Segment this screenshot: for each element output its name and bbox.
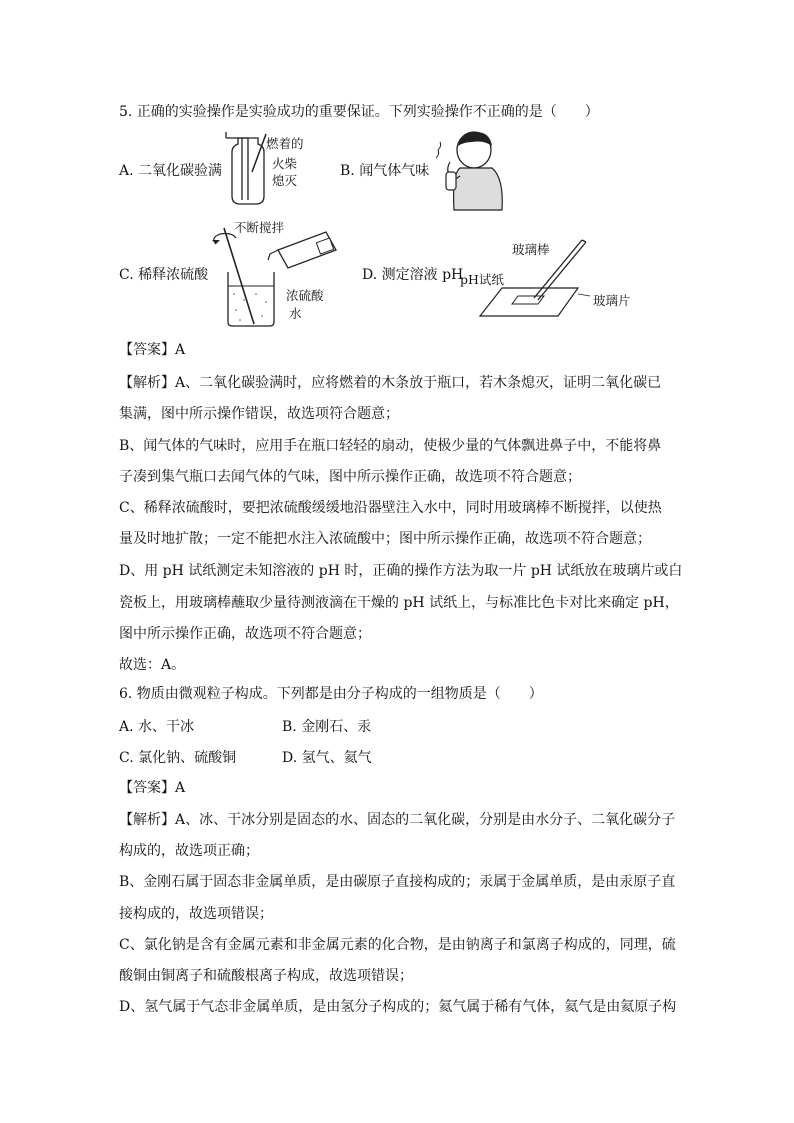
q6-stem: 6. 物质由微观粒子构成。下列都是由分子构成的一组物质是（ ） [119, 686, 543, 702]
q5-a-label-match: 火柴 [272, 156, 298, 171]
q6-option-c: C. 氯化钠、硫酸铜 [119, 750, 237, 766]
q5-analysis-line-2: 集满，图中所示操作错误，故选项符合题意； [119, 406, 399, 422]
q6-option-d: D. 氢气、氦气 [282, 750, 372, 766]
q5-analysis-line-4: 子凑到集气瓶口去闻气体的气味，图中所示操作正确，故选项不符合题意； [119, 469, 581, 485]
q6-option-b: B. 金刚石、汞 [282, 719, 372, 735]
q5-stem: 5. 正确的实验操作是实验成功的重要保证。下列实验操作不正确的是（ ） [119, 104, 599, 120]
q5-analysis-line-9: 图中所示操作正确，故选项不符合题意； [119, 626, 371, 642]
q5-option-c: C. 稀释浓硫酸 [119, 267, 209, 283]
q5-analysis-line-10: 故选：A。 [119, 657, 186, 673]
q6-analysis-line-6: 酸铜由铜离子和硫酸根离子构成，故选项错误； [119, 968, 413, 984]
q5-d-label-paper: pH试纸 [460, 272, 504, 287]
q5-d-label-glass: 玻璃片 [593, 293, 631, 308]
q5-analysis-line-6: 量及时地扩散；一定不能把水注入浓硫酸中；图中所示操作正确，故选项不符合题意； [119, 531, 651, 547]
q6-answer: 【答案】A [119, 780, 186, 796]
dilution-figure [206, 220, 356, 332]
q6-analysis-line-3: B、金刚石属于固态非金属单质，是由碳原子直接构成的；汞属于金属单质，是由汞原子直 [119, 874, 676, 890]
q5-analysis-line-5: C、稀释浓硫酸时，要把浓硫酸缓缓地沿器壁注入水中，同时用玻璃棒不断搅拌，以使热 [119, 500, 662, 516]
q5-analysis-line-7: D、用 pH 试纸测定未知溶液的 pH 时，正确的操作方法为取一片 pH 试纸放在玻璃片或白 [119, 563, 683, 579]
q5-a-label-burning: 燃着的 [266, 136, 304, 151]
q5-option-a: A. 二氧化碳验满 [119, 163, 223, 179]
q5-option-d: D. 测定溶液 pH [362, 267, 464, 283]
q5-c-label-stir: 不断搅拌 [234, 220, 285, 235]
q5-analysis-line-8: 瓷板上，用玻璃棒蘸取少量待测液滴在干燥的 pH 试纸上，与标准比色卡对比来确定 pH， [119, 595, 679, 611]
q5-analysis-line-3: B、闻气体的气味时，应用手在瓶口轻轻的扇动，使极少量的气体飘进鼻子中，不能将鼻 [119, 438, 662, 454]
q5-option-b: B. 闻气体气味 [340, 163, 430, 179]
ph-test-figure [478, 236, 598, 320]
q5-analysis-line-1: 【解析】A、二氧化碳验满时，应将燃着的木条放于瓶口，若木条熄灭，证明二氧化碳已 [119, 375, 662, 391]
q5-a-label-extinguish: 熄灭 [272, 173, 298, 188]
q5-d-label-rod: 玻璃棒 [512, 242, 550, 257]
q5-c-label-water: 水 [289, 306, 302, 321]
q5-answer: 【答案】A [119, 342, 186, 358]
q6-analysis-line-4: 接构成的，故选项错误； [119, 906, 273, 922]
gas-bottle-figure [222, 130, 272, 210]
q6-option-a: A. 水、干冰 [119, 719, 195, 735]
q6-analysis-line-1: 【解析】A、冰、干冰分别是固态的水、固态的二氧化碳，分别是由水分子、二氧化碳分子 [119, 812, 676, 828]
boy-smelling-figure [432, 128, 512, 212]
q6-analysis-line-2: 构成的，故选项正确； [119, 843, 259, 859]
q6-analysis-line-7: D、氢气属于气态非金属单质，是由氢分子构成的；氦气属于稀有气体，氦气是由氦原子构 [119, 999, 677, 1015]
q5-c-label-acid: 浓硫酸 [286, 288, 324, 303]
q6-analysis-line-5: C、氯化钠是含有金属元素和非金属元素的化合物，是由钠离子和氯离子构成的，同理，硫 [119, 937, 676, 953]
